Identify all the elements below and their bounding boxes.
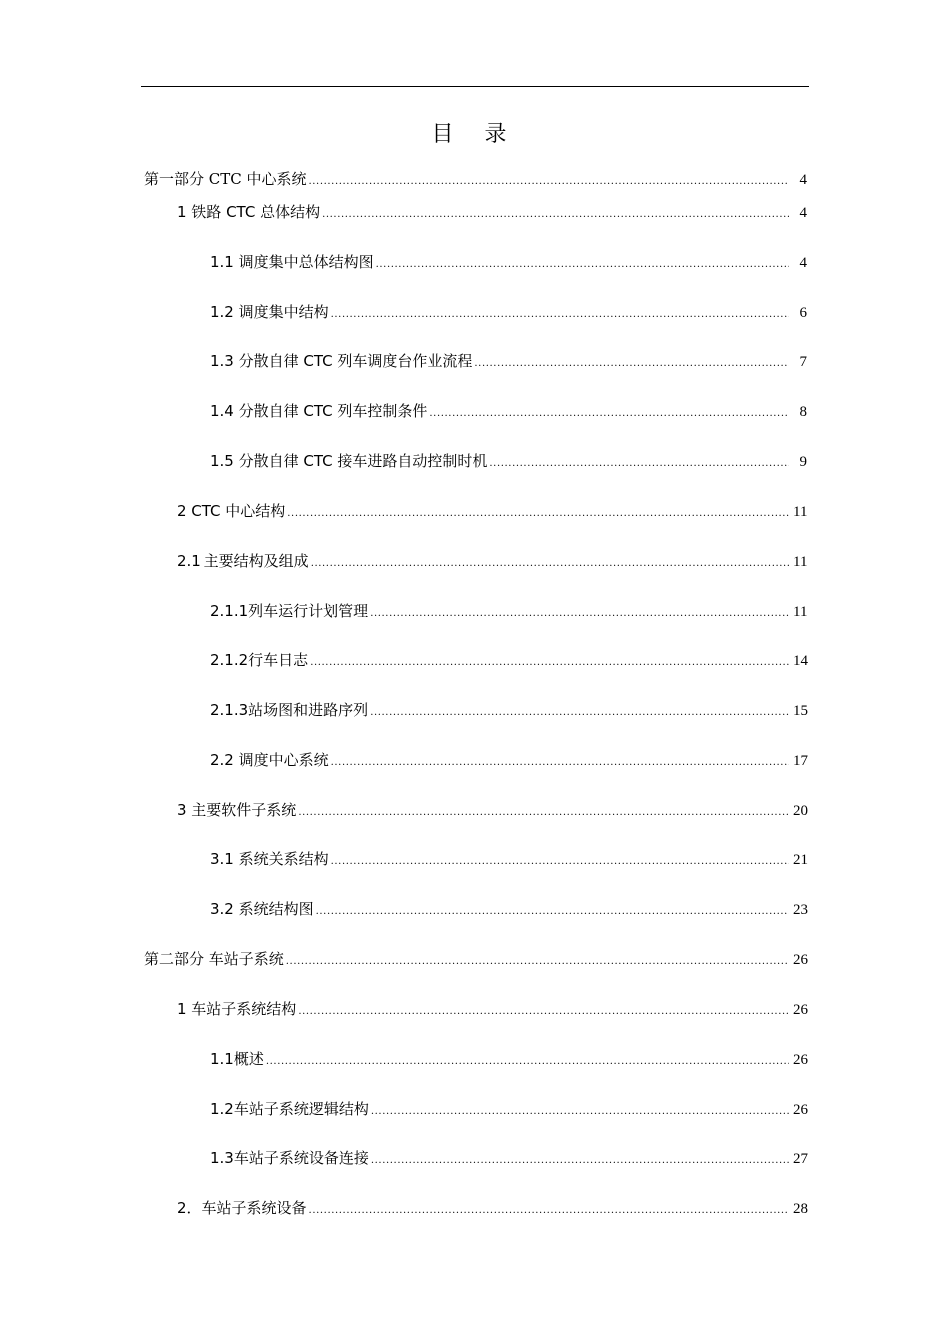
- toc-entry-label: 1.3 分散自律 CTC 列车调度台作业流程: [210, 352, 473, 370]
- toc-entry-p2-1-2[interactable]: [210, 1097, 807, 1121]
- toc-leader-dots: [489, 452, 789, 476]
- toc-entry-label: 1 车站子系统结构: [177, 1000, 297, 1018]
- toc-leader-dots: [286, 950, 789, 974]
- toc-entry-2-1-1[interactable]: [210, 599, 807, 623]
- toc-leader-dots: [331, 850, 789, 874]
- toc-entry-label: 2.2 调度中心系统: [210, 751, 329, 769]
- toc-entry-label: CTC 中心结构: [191, 502, 286, 520]
- toc-entry-page: 28: [793, 1201, 808, 1217]
- toc-entry-p2-1[interactable]: [177, 997, 807, 1021]
- toc-entry-label: 3 主要软件子系统: [177, 801, 297, 819]
- toc-leader-dots: [309, 1199, 789, 1223]
- toc-entry-page: 9: [799, 454, 807, 470]
- toc-entry-label: 站场图和进路序列: [248, 701, 369, 719]
- toc-leader-dots: [266, 1050, 789, 1074]
- toc-title: 目 录: [431, 122, 519, 147]
- toc-entry-page: 7: [799, 354, 807, 370]
- toc-entry-1[interactable]: [177, 200, 807, 224]
- toc-leader-dots: [287, 502, 789, 526]
- toc-leader-dots: [371, 1100, 789, 1124]
- toc-entry-p2-2[interactable]: [177, 1196, 807, 1220]
- toc-leader-dots: [322, 203, 789, 227]
- header-rule: [141, 86, 809, 87]
- toc-entry-2[interactable]: [177, 499, 807, 523]
- toc-entry-label: 3.1 系统关系结构: [210, 850, 329, 868]
- toc-entry-page: 4: [799, 255, 807, 271]
- toc-leader-dots: [474, 352, 789, 376]
- toc-entry-2-1[interactable]: [177, 549, 807, 573]
- toc-entry-1-1[interactable]: [210, 250, 807, 274]
- toc-entry-page: 26: [793, 1102, 808, 1118]
- toc-entry-page: 11: [793, 504, 808, 520]
- toc-entry-label: 第二部分 车站子系统: [144, 950, 284, 968]
- toc-leader-dots: [370, 602, 789, 626]
- toc-entry-number: 1.3: [210, 1149, 234, 1167]
- toc-entry-label: 1.2 调度集中结构: [210, 303, 329, 321]
- toc-entry-p2-1-1[interactable]: [210, 1047, 807, 1071]
- toc-entry-page: 20: [793, 803, 808, 819]
- toc-entry-label: 主要结构及组成: [203, 552, 309, 570]
- toc-entry-page: 6: [799, 305, 807, 321]
- toc-leader-dots: [309, 170, 790, 194]
- toc-entry-page: 8: [799, 404, 807, 420]
- toc-entry-page: 11: [793, 604, 808, 620]
- toc-leader-dots: [370, 701, 789, 725]
- toc-entry-1-2[interactable]: [210, 300, 807, 324]
- toc-entry-label: 1.1 调度集中总体结构图: [210, 253, 374, 271]
- toc-entry-part-2[interactable]: [144, 947, 807, 971]
- toc-entry-label: 概述: [233, 1050, 264, 1068]
- toc-entry-page: 21: [793, 852, 808, 868]
- toc-leader-dots: [331, 303, 789, 327]
- toc-leader-dots: [331, 751, 789, 775]
- toc-leader-dots: [371, 1149, 789, 1173]
- toc-leader-dots: [310, 651, 789, 675]
- toc-entry-number: 1.2: [210, 1100, 234, 1118]
- toc-entry-page: 14: [793, 653, 808, 669]
- toc-entry-label: 第一部分 CTC 中心系统: [144, 170, 307, 188]
- toc-entry-page: 17: [793, 753, 808, 769]
- toc-entry-label: 1.5 分散自律 CTC 接车进路自动控制时机: [210, 452, 488, 470]
- toc-entry-label: 车站子系统逻辑结构: [233, 1100, 369, 1118]
- toc-entry-page: 4: [799, 172, 807, 188]
- toc-entry-label: 1.4 分散自律 CTC 列车控制条件: [210, 402, 428, 420]
- toc-entry-number: 2: [177, 502, 187, 520]
- toc-entry-label: 2．车站子系统设备: [177, 1199, 307, 1217]
- toc-entry-number: 2.1.2: [210, 651, 249, 669]
- toc-entry-label: 3.2 系统结构图: [210, 900, 314, 918]
- toc-entry-label: 1 铁路 CTC 总体结构: [177, 203, 321, 221]
- toc-entry-3-1[interactable]: [210, 847, 807, 871]
- toc-entry-page: 26: [793, 1002, 808, 1018]
- toc-leader-dots: [311, 552, 789, 576]
- toc-entry-label: 车站子系统设备连接: [233, 1149, 369, 1167]
- toc-leader-dots: [376, 253, 789, 277]
- toc-entry-1-4[interactable]: [210, 399, 807, 423]
- toc-entry-2-2[interactable]: [210, 748, 807, 772]
- toc-entry-2-1-2[interactable]: [210, 648, 807, 672]
- toc-entry-number: 2.1.1: [210, 602, 249, 620]
- toc-entry-2-1-3[interactable]: [210, 698, 807, 722]
- toc-entry-number: 2.1.3: [210, 701, 249, 719]
- toc-entry-part-1[interactable]: [144, 167, 807, 191]
- toc-entry-page: 26: [793, 952, 808, 968]
- toc-entry-page: 26: [793, 1052, 808, 1068]
- toc-leader-dots: [298, 801, 789, 825]
- toc-leader-dots: [429, 402, 789, 426]
- toc-entry-3[interactable]: [177, 798, 807, 822]
- toc-entry-1-5[interactable]: [210, 449, 807, 473]
- toc-entry-page: 4: [799, 205, 807, 221]
- toc-entry-page: 11: [793, 554, 808, 570]
- toc-entry-label: 列车运行计划管理: [248, 602, 369, 620]
- toc-leader-dots: [298, 1000, 789, 1024]
- toc-leader-dots: [316, 900, 789, 924]
- toc-entry-page: 23: [793, 902, 808, 918]
- toc-entry-p2-1-3[interactable]: [210, 1146, 807, 1170]
- toc-entry-3-2[interactable]: [210, 897, 807, 921]
- toc-entry-page: 27: [793, 1151, 808, 1167]
- toc-entry-page: 15: [793, 703, 808, 719]
- toc-entry-number: 1.1: [210, 1050, 234, 1068]
- toc-entry-label: 行车日志: [248, 651, 309, 669]
- toc-entry-1-3[interactable]: [210, 349, 807, 373]
- toc-entry-number: 2.1: [177, 552, 201, 570]
